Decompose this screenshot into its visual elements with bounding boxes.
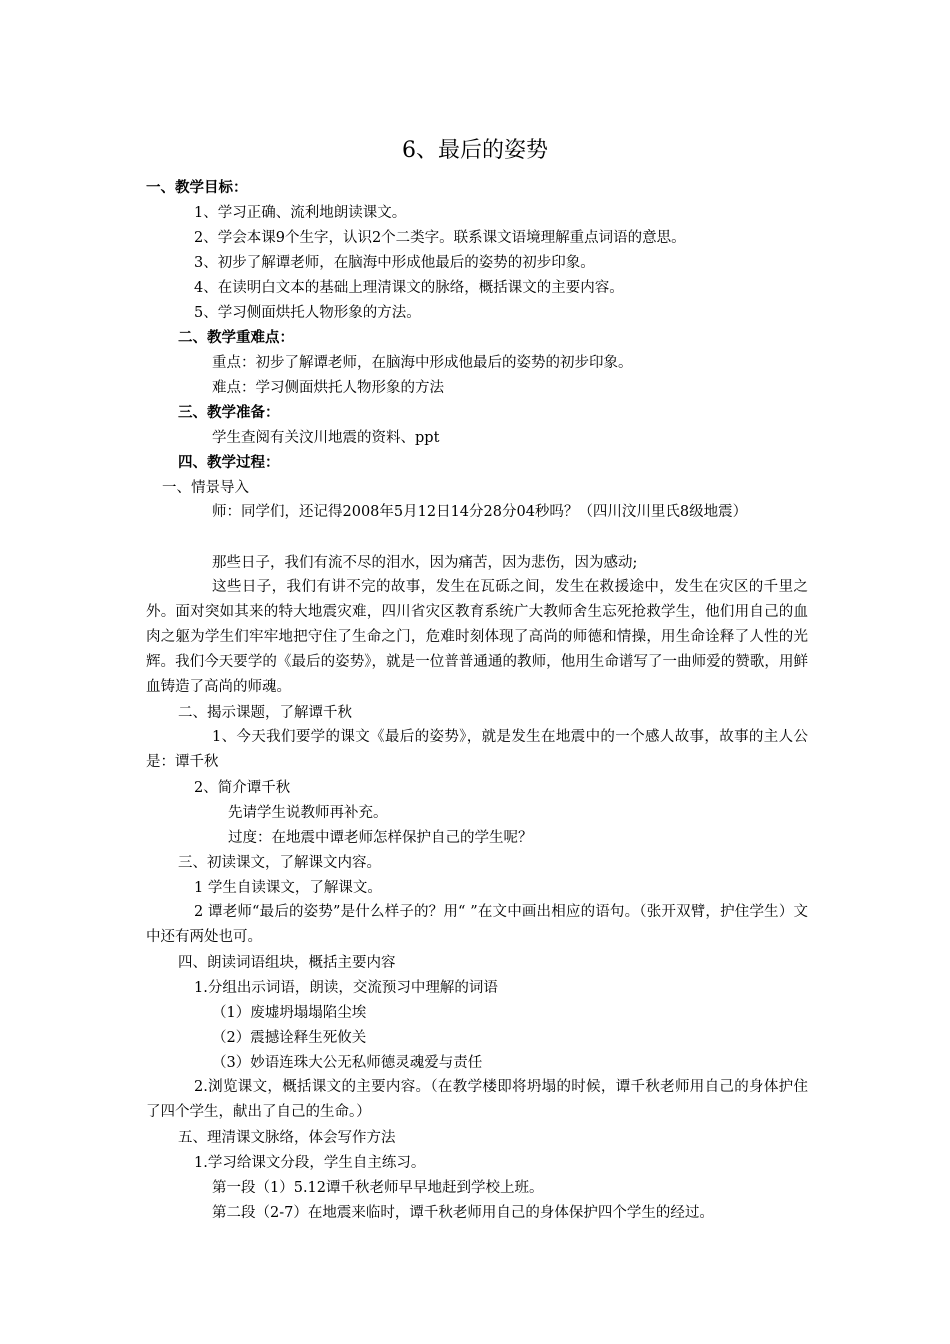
objective-item: 5、学习侧面烘托人物形象的方法。: [194, 305, 421, 321]
paragraph: 这些日子，我们有讲不完的故事，发生在瓦砾之间，发生在救援途中，发生在灾区的千里之外。面对突如其来的特大地震灾难，四川省灾区教育系统广大教师舍生忘死抢救学生，他们用自己的血肉之躯为学生们牢牢地把守住了生命之门，危难时刻体现了高尚的师德和情操，用生命诠释了人性的光辉。我们今天要学的《最后的姿势》，就是一位普普通通的教师，他用生命谱写了一曲师爱的赞歌，用鲜血铸造了高尚的师魂。: [146, 579, 808, 695]
section-heading: 五、理清课文脉络，体会写作方法: [178, 1130, 396, 1146]
word-group: （3）妙语连珠大公无私师德灵魂爱与责任: [212, 1055, 483, 1071]
objective-item: 2、学会本课9个生字，认识2个二类字。联系课文语境理解重点词语的意思。: [194, 230, 686, 246]
key-points-heading: 二、教学重难点：: [178, 329, 294, 346]
paragraph: 1.学习给课文分段，学生自主练习。: [194, 1155, 426, 1171]
paragraph: 师：同学们，还记得2008年5月12日14分28分04秒吗？（四川汶川里氏8级地震）: [212, 504, 748, 520]
paragraph: 1.分组出示词语，朗读，交流预习中理解的词语: [194, 980, 498, 996]
paragraph: 先请学生说教师再补充。: [228, 805, 388, 821]
objective-item: 3、初步了解谭老师，在脑海中形成他最后的姿势的初步印象。: [194, 255, 595, 271]
objective-item: 4、在读明白文本的基础上理清课文的脉络，概括课文的主要内容。: [194, 280, 624, 296]
paragraph: 第一段（1）5.12谭千秋老师早早地赶到学校上班。: [212, 1180, 544, 1196]
paragraph: 2、简介谭千秋: [194, 780, 291, 796]
section-heading: 三、初读课文，了解课文内容。: [178, 855, 381, 871]
process-heading: 四、教学过程：: [178, 454, 280, 471]
key-point-difficulty: 难点：学习侧面烘托人物形象的方法: [212, 380, 444, 396]
word-group: （1）废墟坍塌塌陷尘埃: [212, 1005, 367, 1021]
section-heading: 四、朗读词语组块，概括主要内容: [178, 955, 396, 971]
paragraph: 1 学生自读课文，了解课文。: [194, 880, 382, 896]
paragraph: 第二段（2-7）在地震来临时，谭千秋老师用自己的身体保护四个学生的经过。: [212, 1205, 714, 1221]
section-heading: 二、揭示课题，了解谭千秋: [178, 705, 352, 721]
paragraph: 2.浏览课文，概括课文的主要内容。（在教学楼即将坍塌的时候，谭千秋老师用自己的身体护住了四个学生，献出了自己的生命。）: [146, 1079, 808, 1120]
document-title: 6、最后的姿势: [402, 138, 548, 163]
paragraph: 1、今天我们要学的课文《最后的姿势》，就是发生在地震中的一个感人故事，故事的主人公是：谭千秋: [146, 729, 808, 770]
section-heading: 一、情景导入: [162, 480, 249, 496]
objective-item: 1、学习正确、流利地朗读课文。: [194, 205, 407, 221]
paragraph: 那些日子，我们有流不尽的泪水，因为痛苦，因为悲伤，因为感动;: [212, 555, 638, 571]
key-point-focus: 重点：初步了解谭老师，在脑海中形成他最后的姿势的初步印象。: [212, 355, 633, 371]
paragraph: 2 谭老师“最后的姿势”是什么样子的？用“ ”在文中画出相应的语句。（张开双臂，护住学生）文中还有两处也可。: [146, 904, 808, 945]
preparation-heading: 三、教学准备：: [178, 404, 280, 421]
word-group: （2）震撼诠释生死攸关: [212, 1030, 367, 1046]
objectives-heading: 一、教学目标：: [146, 179, 248, 196]
preparation-text: 学生查阅有关汶川地震的资料、ppt: [212, 430, 440, 446]
paragraph: 过度：在地震中谭老师怎样保护自己的学生呢？: [228, 830, 533, 846]
